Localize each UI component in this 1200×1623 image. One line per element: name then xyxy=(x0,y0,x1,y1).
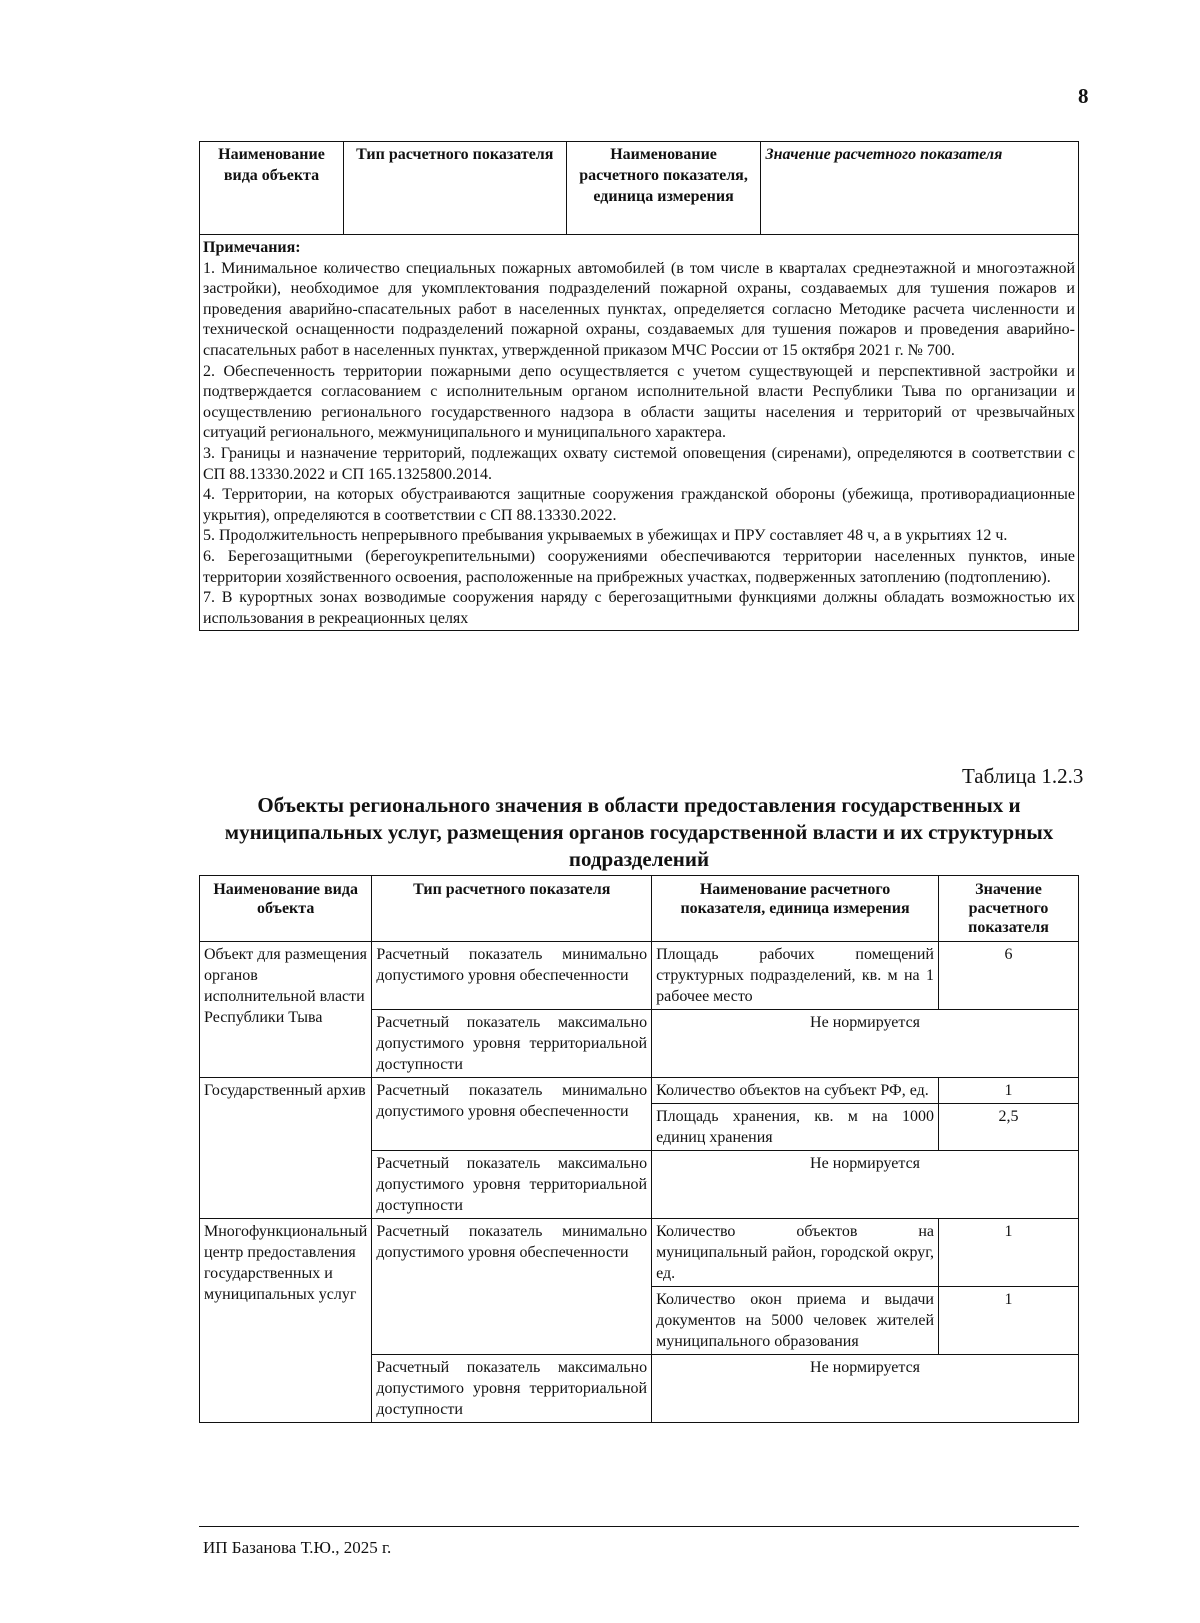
notes-title: Примечания: xyxy=(203,239,301,256)
notes-list xyxy=(203,259,1075,630)
object-type-cell: Государственный архив xyxy=(200,1078,372,1219)
note-item: 4. Территории, на которых обустраиваются защитные сооружения гражданской обороны (убежища, противорадиационные укрытия), определяются в соответствии с СП 88.13330.2022. xyxy=(203,486,1075,524)
header-indicator-type: Тип расчетного показателя xyxy=(343,142,566,235)
header-indicator-name: Наименование расчетного показателя, единица измерения xyxy=(566,142,761,235)
not-normed-cell: Не нормируется xyxy=(652,1151,1079,1219)
note-item: 1. Минимальное количество специальных пожарных автомобилей (в том числе в кварталах среднеэтажной и многоэтажной застройки), необходимое для укомплектования подразделений пожарной охраны, создаваемых для тушения пожаров и проведения аварийно-спасательных работ в населенных пунктах, определяется согласно Методике расчета численности и технической оснащенности подразделений пожарной охраны, создаваемых для тушения пожаров и проведения аварийно-спасательных работ в населенных пунктах, утвержденной приказом МЧС России от 15 октября 2021 г. № 700. xyxy=(203,259,1075,359)
indicator-value-cell: 1 xyxy=(939,1287,1079,1355)
header-object-type: Наименование вида объекта xyxy=(200,142,344,235)
note-item: 5. Продолжительность непрерывного пребывания укрываемых в убежищах и ПРУ составляет 48 ч, а в укрытиях 12 ч. xyxy=(203,527,1008,545)
indicator-type-cell: Расчетный показатель минимально допустимого уровня обеспеченности xyxy=(372,1219,652,1355)
main-table-header xyxy=(200,876,1079,942)
note-item: 2. Обеспеченность территории пожарными депо осуществляется с учетом существующей и перспективной застройки и подтверждается согласованием с исполнительным органом исполнительной власти Республики Тыва по организации и осуществлению регионального государственного надзора в области защиты населения и территорий от чрезвычайных ситуаций регионального, межмуниципального и муниципального характера. xyxy=(203,362,1075,442)
not-normed-cell: Не нормируется xyxy=(652,1010,1079,1078)
indicator-type-cell: Расчетный показатель максимально допустимого уровня территориальной доступности xyxy=(372,1010,652,1078)
header-indicator-value: Значение расчетного показателя xyxy=(939,876,1079,942)
note-item: 6. Берегозащитными (берегоукрепительными) сооружениями обеспечиваются территории населенных пунктов, иные территории хозяйственного освоения, расположенные на прибрежных участках, подверженных затоплению (подтоплению). xyxy=(203,547,1075,586)
notes-row xyxy=(200,235,1079,631)
header-object-type: Наименование вида объекта xyxy=(200,876,372,942)
note-item: 7. В курортных зонах возводимые сооружения наряду с берегозащитными функциями должны обладать возможностью их использования в рекреационных целях xyxy=(203,589,1075,627)
table-row xyxy=(200,942,1079,1010)
header-indicator-type: Тип расчетного показателя xyxy=(372,876,652,942)
indicator-type-cell: Расчетный показатель минимально допустимого уровня обеспеченности xyxy=(372,942,652,1010)
page-number: 8 xyxy=(1078,84,1089,108)
footer-divider xyxy=(199,1526,1079,1527)
table-row xyxy=(200,1219,1079,1287)
header-indicator-value: Значение расчетного показателя xyxy=(761,142,1079,235)
object-type-cell: Объект для размещения органов исполнительной власти Республики Тыва xyxy=(200,942,372,1078)
main-table-body xyxy=(200,942,1079,1423)
notes-cell xyxy=(200,235,1079,631)
indicator-name-cell: Количество объектов на муниципальный район, городской округ, ед. xyxy=(652,1219,939,1287)
object-type-cell: Многофункциональный центр предоставления государственных и муниципальных услуг xyxy=(200,1219,372,1423)
indicator-type-cell: Расчетный показатель максимально допустимого уровня территориальной доступности xyxy=(372,1355,652,1423)
indicator-name-cell: Площадь хранения, кв. м на 1000 единиц хранения xyxy=(652,1104,939,1151)
indicator-value-cell: 2,5 xyxy=(939,1104,1079,1151)
note-item: 3. Границы и назначение территорий, подлежащих охвату системой оповещения (сиренами), определяются в соответствии с СП 88.13330.2022 и СП 165.1325800.2014. xyxy=(203,444,1075,483)
indicator-type-cell: Расчетный показатель минимально допустимого уровня обеспеченности xyxy=(372,1078,652,1151)
indicator-type-cell: Расчетный показатель максимально допустимого уровня территориальной доступности xyxy=(372,1151,652,1219)
continued-table-header xyxy=(200,142,1079,235)
header-indicator-name: Наименование расчетного показателя, единица измерения xyxy=(652,876,939,942)
indicator-value-cell: 6 xyxy=(939,942,1079,1010)
main-table xyxy=(199,875,1079,1423)
footer-text: ИП Базанова Т.Ю., 2025 г. xyxy=(203,1538,392,1557)
continued-table xyxy=(199,141,1079,631)
table-row xyxy=(200,1078,1079,1104)
indicator-value-cell: 1 xyxy=(939,1219,1079,1287)
not-normed-cell: Не нормируется xyxy=(652,1355,1079,1423)
table-caption: Таблица 1.2.3 xyxy=(962,764,1084,788)
indicator-name-cell: Площадь рабочих помещений структурных подразделений, кв. м на 1 рабочее место xyxy=(652,942,939,1010)
indicator-value-cell: 1 xyxy=(939,1078,1079,1104)
indicator-name-cell: Количество объектов на субъект РФ, ед. xyxy=(652,1078,939,1104)
table-title: Объекты регионального значения в области предоставления государственных и муниципальных услуг, размещения органов государственной власти и их структурных подразделений xyxy=(224,793,1054,871)
indicator-name-cell: Количество окон приема и выдачи документов на 5000 человек жителей муниципального образования xyxy=(652,1287,939,1355)
